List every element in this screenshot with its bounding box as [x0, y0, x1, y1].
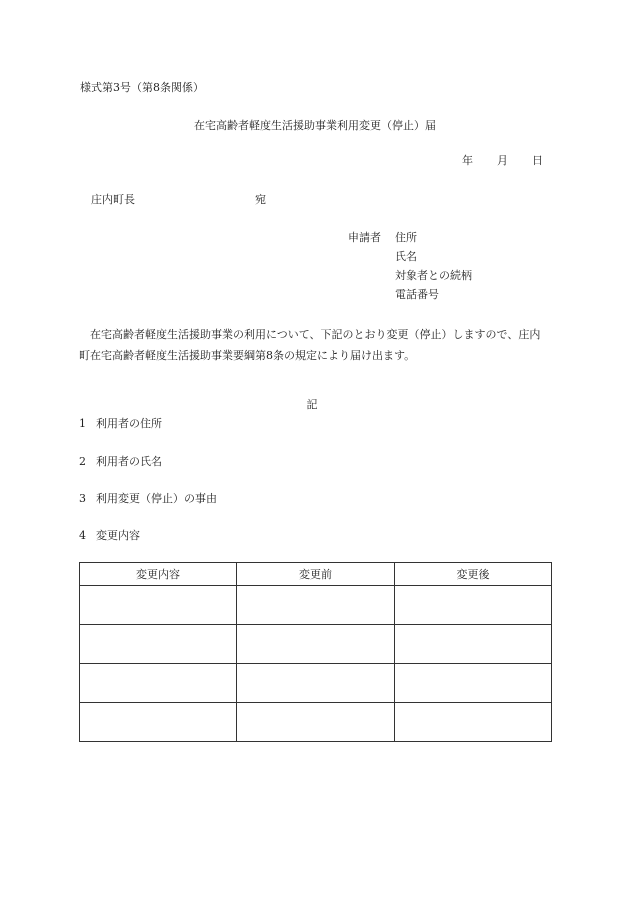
list-item	[79, 530, 140, 541]
date-day-label: 日	[532, 154, 543, 167]
table-cell	[237, 586, 395, 625]
table-cell	[395, 625, 552, 664]
table-cell	[80, 586, 237, 625]
table-row	[80, 664, 552, 703]
column-header: 変更内容	[80, 563, 237, 586]
table-cell	[395, 664, 552, 703]
ki-heading: 記	[306, 398, 318, 411]
list-item	[79, 456, 162, 467]
table-row	[80, 625, 552, 664]
item-number: 2	[79, 455, 86, 468]
table-cell	[395, 703, 552, 742]
list-item	[79, 418, 162, 429]
date-year-label: 年	[462, 154, 473, 167]
form-number: 様式第3号（第8条関係）	[80, 81, 204, 94]
addressee-name: 庄内町長	[91, 193, 135, 206]
table-cell	[237, 664, 395, 703]
date-line	[462, 155, 543, 166]
applicant-field-name: 氏名	[395, 250, 417, 263]
table-cell	[80, 664, 237, 703]
table-row	[80, 586, 552, 625]
table-row	[80, 703, 552, 742]
change-table	[79, 562, 552, 742]
document-title: 在宅高齢者軽度生活援助事業利用変更（停止）届	[194, 119, 436, 132]
column-header: 変更後	[395, 563, 552, 586]
table-cell	[237, 625, 395, 664]
item-number: 3	[79, 492, 86, 505]
applicant-field-relationship: 対象者との続柄	[395, 269, 472, 282]
body-paragraph: 在宅高齢者軽度生活援助事業の利用について、下記のとおり変更（停止）しますので、庄内町在宅高齢者軽度生活援助事業要綱第8条の規定により届け出ます。	[79, 328, 541, 362]
item-label: 変更内容	[96, 529, 140, 542]
item-label: 利用者の氏名	[96, 455, 162, 468]
table-cell	[395, 586, 552, 625]
table-cell	[80, 625, 237, 664]
table-cell	[80, 703, 237, 742]
item-label: 利用者の住所	[96, 417, 162, 430]
item-number: 4	[79, 529, 86, 542]
table-cell	[237, 703, 395, 742]
addressee-suffix: 宛	[255, 193, 266, 206]
table-header-row	[80, 563, 552, 586]
applicant-label: 申請者	[348, 231, 381, 244]
item-label: 利用変更（停止）の事由	[96, 492, 217, 505]
date-month-label: 月	[497, 154, 508, 167]
applicant-field-address: 住所	[395, 231, 417, 244]
list-item	[79, 493, 217, 504]
item-number: 1	[79, 417, 86, 430]
applicant-field-phone: 電話番号	[395, 288, 439, 301]
column-header: 変更前	[237, 563, 395, 586]
